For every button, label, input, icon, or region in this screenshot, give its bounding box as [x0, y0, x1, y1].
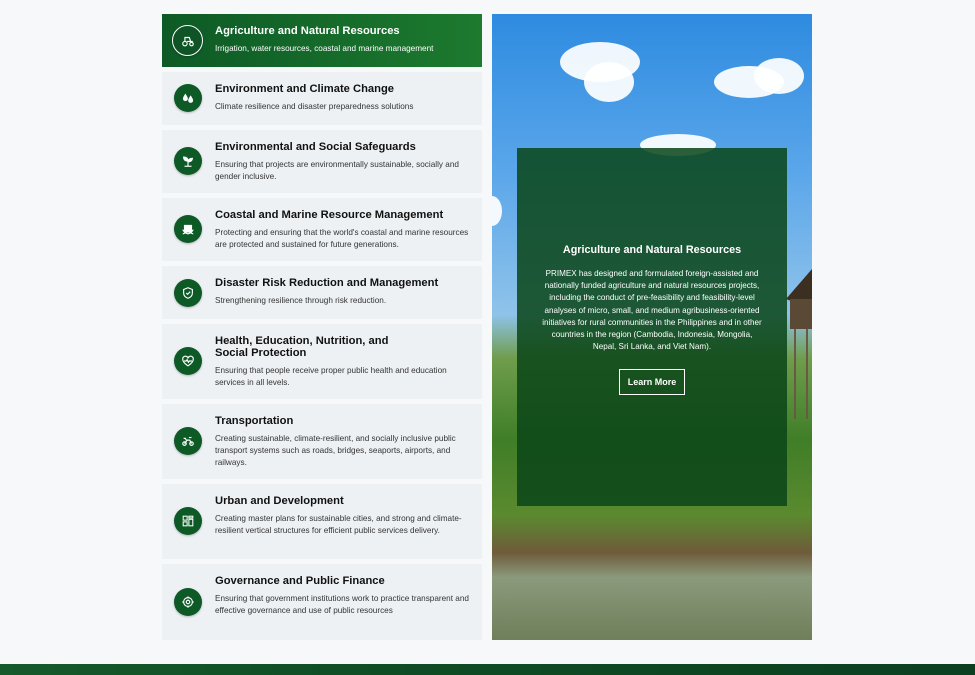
- service-item-governance[interactable]: [162, 564, 482, 640]
- service-desc: Ensuring that people receive proper public health and education services in all levels.: [215, 366, 447, 387]
- stilt-house: [786, 269, 812, 419]
- service-item-health[interactable]: [162, 324, 482, 399]
- city-plan-icon: [174, 507, 202, 535]
- water-drops-icon: [174, 84, 202, 112]
- service-item-transportation[interactable]: [162, 404, 482, 479]
- service-title: Agriculture and Natural Resources: [215, 25, 400, 37]
- service-title: Health, Education, Nutrition, and Social Protection: [215, 335, 389, 359]
- service-item-coastal[interactable]: [162, 198, 482, 261]
- service-title: Governance and Public Finance: [215, 575, 385, 587]
- feature-photo: [492, 14, 812, 640]
- service-title: Urban and Development: [215, 495, 344, 507]
- service-title: Coastal and Marine Resource Management: [215, 209, 444, 221]
- service-desc: Protecting and ensuring that the world's coastal and marine resources are protected and sustained for future generations.: [215, 228, 469, 249]
- gear-target-icon: [174, 588, 202, 616]
- service-title: Environment and Climate Change: [215, 83, 395, 95]
- feature-overlay: [517, 148, 787, 506]
- service-item-safeguards[interactable]: [162, 130, 482, 193]
- vehicles-icon: [174, 427, 202, 455]
- heart-pulse-icon: [174, 347, 202, 375]
- tractor-icon: [172, 25, 203, 56]
- shield-icon: [174, 279, 202, 307]
- service-desc: Creating master plans for sustainable cities, and strong and climate-resilient vertical structures for efficient public services delivery.: [215, 514, 462, 535]
- learn-more-button[interactable]: Learn More: [619, 369, 686, 395]
- service-desc: Ensuring that projects are environmentally sustainable, socially and gender inclusive.: [215, 160, 459, 181]
- service-title: Transportation: [215, 415, 294, 427]
- service-item-environment[interactable]: [162, 72, 482, 125]
- seedling-icon: [174, 147, 202, 175]
- service-item-urban[interactable]: [162, 484, 482, 559]
- feature-title: Agriculture and Natural Resources: [562, 244, 742, 256]
- cloud: [584, 62, 634, 102]
- cloud: [754, 58, 804, 94]
- service-desc: Creating sustainable, climate-resilient, and socially inclusive public transport systems such as roads, bridges, seaports, airports, and railways.: [215, 434, 456, 467]
- service-desc: Strengthening resilience through risk reduction.: [215, 296, 387, 305]
- service-title: Disaster Risk Reduction and Management: [215, 277, 439, 289]
- footer-bar: [0, 664, 975, 675]
- boat-wave-icon: [174, 215, 202, 243]
- feature-body: PRIMEX has designed and formulated foreign-assisted and nationally funded agriculture and natural resources projects, including the conduct of pre-feasibility and feasibility-level analyses of micro, small, and medium agribusiness-oriented initiatives for rural communities in the Philippines and in other countries in the region (Cambodia, Indonesia, Mongolia, Nepal, Sri Lanka, and Viet Nam).: [542, 269, 762, 352]
- service-item-agriculture[interactable]: [162, 14, 482, 67]
- service-desc: Irrigation, water resources, coastal and marine management: [215, 44, 434, 53]
- service-title: Environmental and Social Safeguards: [215, 141, 416, 153]
- cloud: [492, 196, 502, 226]
- service-item-disaster[interactable]: [162, 266, 482, 319]
- service-desc: Ensuring that government institutions work to practice transparent and effective governance and use of public resources: [215, 594, 469, 615]
- service-desc: Climate resilience and disaster preparedness solutions: [215, 102, 414, 111]
